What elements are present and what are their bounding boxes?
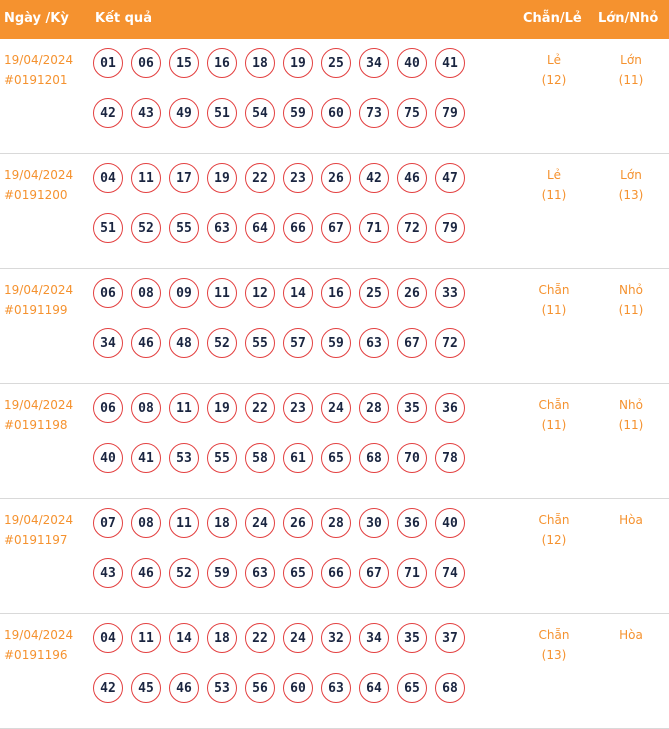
number-ball: 08 [131, 508, 161, 538]
number-ball: 04 [93, 163, 123, 193]
big-small-label: Hòa [619, 513, 643, 527]
number-ball: 59 [283, 98, 313, 128]
number-ball: 25 [359, 278, 389, 308]
result-number-line [93, 48, 473, 78]
big-small-count: (11) [618, 418, 644, 432]
number-ball: 63 [321, 673, 351, 703]
number-ball: 34 [359, 48, 389, 78]
number-ball: 72 [435, 328, 465, 358]
number-ball: 18 [207, 623, 237, 653]
draw-row [0, 614, 669, 729]
number-ball: 60 [283, 673, 313, 703]
even-odd-result [524, 50, 584, 90]
number-ball: 18 [245, 48, 275, 78]
number-ball: 14 [169, 623, 199, 653]
result-number-line [93, 328, 473, 358]
result-number-line [93, 98, 473, 128]
number-ball: 53 [169, 443, 199, 473]
big-small-count: (11) [618, 73, 644, 87]
number-ball: 59 [321, 328, 351, 358]
number-ball: 12 [245, 278, 275, 308]
draw-date-period [4, 280, 73, 320]
number-ball: 11 [131, 623, 161, 653]
number-ball: 19 [207, 393, 237, 423]
number-ball: 42 [93, 98, 123, 128]
number-ball: 42 [93, 673, 123, 703]
result-numbers [93, 278, 473, 378]
number-ball: 09 [169, 278, 199, 308]
number-ball: 75 [397, 98, 427, 128]
number-ball: 17 [169, 163, 199, 193]
result-numbers [93, 508, 473, 608]
number-ball: 15 [169, 48, 199, 78]
draw-date: 19/04/2024 [4, 398, 74, 412]
number-ball: 46 [131, 328, 161, 358]
result-number-line [93, 673, 473, 703]
big-small-label: Nhỏ [619, 283, 643, 297]
number-ball: 56 [245, 673, 275, 703]
draw-row [0, 154, 669, 269]
big-small-result [601, 50, 661, 90]
draw-row [0, 499, 669, 614]
draw-row [0, 39, 669, 154]
number-ball: 41 [435, 48, 465, 78]
result-number-line [93, 213, 473, 243]
draw-period: #0191196 [4, 648, 68, 662]
number-ball: 16 [207, 48, 237, 78]
number-ball: 74 [435, 558, 465, 588]
draw-date-period [4, 510, 73, 550]
number-ball: 47 [435, 163, 465, 193]
number-ball: 61 [283, 443, 313, 473]
column-header-even-odd: Chẵn/Lẻ [523, 11, 582, 26]
even-odd-count: (11) [541, 188, 567, 202]
column-header-result: Kết quả [95, 11, 152, 26]
even-odd-count: (12) [541, 533, 567, 547]
number-ball: 66 [283, 213, 313, 243]
number-ball: 18 [207, 508, 237, 538]
number-ball: 51 [93, 213, 123, 243]
big-small-result [601, 280, 661, 320]
draw-period: #0191199 [4, 303, 68, 317]
result-number-line [93, 443, 473, 473]
number-ball: 64 [359, 673, 389, 703]
even-odd-result [524, 395, 584, 435]
number-ball: 16 [321, 278, 351, 308]
big-small-result [601, 165, 661, 205]
number-ball: 55 [169, 213, 199, 243]
number-ball: 14 [283, 278, 313, 308]
number-ball: 26 [283, 508, 313, 538]
number-ball: 08 [131, 278, 161, 308]
number-ball: 63 [207, 213, 237, 243]
result-numbers [93, 163, 473, 263]
number-ball: 57 [283, 328, 313, 358]
number-ball: 24 [283, 623, 313, 653]
number-ball: 22 [245, 163, 275, 193]
results-table-header [0, 0, 669, 39]
number-ball: 22 [245, 623, 275, 653]
number-ball: 28 [359, 393, 389, 423]
even-odd-count: (11) [541, 418, 567, 432]
number-ball: 24 [321, 393, 351, 423]
number-ball: 19 [207, 163, 237, 193]
even-odd-count: (12) [541, 73, 567, 87]
big-small-label: Lớn [620, 168, 642, 182]
number-ball: 43 [93, 558, 123, 588]
number-ball: 63 [245, 558, 275, 588]
number-ball: 67 [397, 328, 427, 358]
number-ball: 22 [245, 393, 275, 423]
number-ball: 43 [131, 98, 161, 128]
number-ball: 49 [169, 98, 199, 128]
number-ball: 24 [245, 508, 275, 538]
number-ball: 65 [283, 558, 313, 588]
big-small-result [601, 395, 661, 435]
draw-period: #0191198 [4, 418, 68, 432]
number-ball: 52 [169, 558, 199, 588]
number-ball: 40 [435, 508, 465, 538]
draw-row [0, 269, 669, 384]
even-odd-label: Lẻ [546, 168, 562, 182]
number-ball: 71 [359, 213, 389, 243]
even-odd-label: Chẵn [538, 283, 570, 297]
big-small-label: Hòa [619, 628, 643, 642]
number-ball: 11 [131, 163, 161, 193]
number-ball: 65 [397, 673, 427, 703]
number-ball: 06 [93, 393, 123, 423]
number-ball: 52 [131, 213, 161, 243]
number-ball: 52 [207, 328, 237, 358]
even-odd-result [524, 510, 584, 550]
number-ball: 26 [321, 163, 351, 193]
number-ball: 23 [283, 163, 313, 193]
number-ball: 11 [207, 278, 237, 308]
result-number-line [93, 508, 473, 538]
number-ball: 54 [245, 98, 275, 128]
draw-date: 19/04/2024 [4, 53, 74, 67]
draw-period: #0191197 [4, 533, 68, 547]
number-ball: 72 [397, 213, 427, 243]
big-small-count: (11) [618, 303, 644, 317]
big-small-result [601, 510, 661, 530]
number-ball: 06 [93, 278, 123, 308]
column-header-date: Ngày /Kỳ [4, 11, 69, 26]
number-ball: 34 [359, 623, 389, 653]
number-ball: 48 [169, 328, 199, 358]
big-small-count: (13) [618, 188, 644, 202]
number-ball: 63 [359, 328, 389, 358]
number-ball: 46 [131, 558, 161, 588]
number-ball: 45 [131, 673, 161, 703]
number-ball: 71 [397, 558, 427, 588]
draw-row [0, 384, 669, 499]
number-ball: 40 [93, 443, 123, 473]
draw-date: 19/04/2024 [4, 168, 74, 182]
number-ball: 55 [207, 443, 237, 473]
even-odd-label: Lẻ [546, 53, 562, 67]
number-ball: 36 [397, 508, 427, 538]
number-ball: 58 [245, 443, 275, 473]
number-ball: 65 [321, 443, 351, 473]
number-ball: 55 [245, 328, 275, 358]
number-ball: 40 [397, 48, 427, 78]
result-number-line [93, 623, 473, 653]
draw-date: 19/04/2024 [4, 283, 74, 297]
number-ball: 36 [435, 393, 465, 423]
number-ball: 41 [131, 443, 161, 473]
number-ball: 67 [359, 558, 389, 588]
number-ball: 70 [397, 443, 427, 473]
even-odd-label: Chẵn [538, 398, 570, 412]
draw-date: 19/04/2024 [4, 628, 74, 642]
draw-date-period [4, 395, 73, 435]
number-ball: 67 [321, 213, 351, 243]
even-odd-count: (11) [541, 303, 567, 317]
result-numbers [93, 48, 473, 148]
number-ball: 51 [207, 98, 237, 128]
even-odd-result [524, 280, 584, 320]
number-ball: 08 [131, 393, 161, 423]
results-list [0, 39, 669, 729]
number-ball: 79 [435, 213, 465, 243]
even-odd-count: (13) [541, 648, 567, 662]
result-number-line [93, 163, 473, 193]
draw-date-period [4, 165, 73, 205]
even-odd-result [524, 625, 584, 665]
number-ball: 04 [93, 623, 123, 653]
number-ball: 42 [359, 163, 389, 193]
number-ball: 11 [169, 508, 199, 538]
number-ball: 59 [207, 558, 237, 588]
draw-date: 19/04/2024 [4, 513, 74, 527]
result-number-line [93, 393, 473, 423]
number-ball: 78 [435, 443, 465, 473]
number-ball: 30 [359, 508, 389, 538]
number-ball: 60 [321, 98, 351, 128]
number-ball: 68 [435, 673, 465, 703]
number-ball: 34 [93, 328, 123, 358]
draw-date-period [4, 50, 73, 90]
column-header-big-small: Lớn/Nhỏ [598, 11, 659, 26]
number-ball: 11 [169, 393, 199, 423]
number-ball: 64 [245, 213, 275, 243]
number-ball: 33 [435, 278, 465, 308]
number-ball: 28 [321, 508, 351, 538]
number-ball: 32 [321, 623, 351, 653]
even-odd-label: Chẵn [538, 513, 570, 527]
draw-period: #0191201 [4, 73, 68, 87]
result-numbers [93, 623, 473, 723]
even-odd-label: Chẵn [538, 628, 570, 642]
result-number-line [93, 558, 473, 588]
number-ball: 79 [435, 98, 465, 128]
draw-date-period [4, 625, 73, 665]
number-ball: 07 [93, 508, 123, 538]
number-ball: 35 [397, 623, 427, 653]
number-ball: 68 [359, 443, 389, 473]
number-ball: 73 [359, 98, 389, 128]
number-ball: 46 [397, 163, 427, 193]
number-ball: 19 [283, 48, 313, 78]
number-ball: 23 [283, 393, 313, 423]
result-numbers [93, 393, 473, 493]
even-odd-result [524, 165, 584, 205]
draw-period: #0191200 [4, 188, 68, 202]
number-ball: 01 [93, 48, 123, 78]
number-ball: 66 [321, 558, 351, 588]
number-ball: 37 [435, 623, 465, 653]
big-small-label: Lớn [620, 53, 642, 67]
number-ball: 25 [321, 48, 351, 78]
result-number-line [93, 278, 473, 308]
big-small-result [601, 625, 661, 645]
number-ball: 06 [131, 48, 161, 78]
number-ball: 53 [207, 673, 237, 703]
number-ball: 35 [397, 393, 427, 423]
big-small-label: Nhỏ [619, 398, 643, 412]
number-ball: 46 [169, 673, 199, 703]
number-ball: 26 [397, 278, 427, 308]
